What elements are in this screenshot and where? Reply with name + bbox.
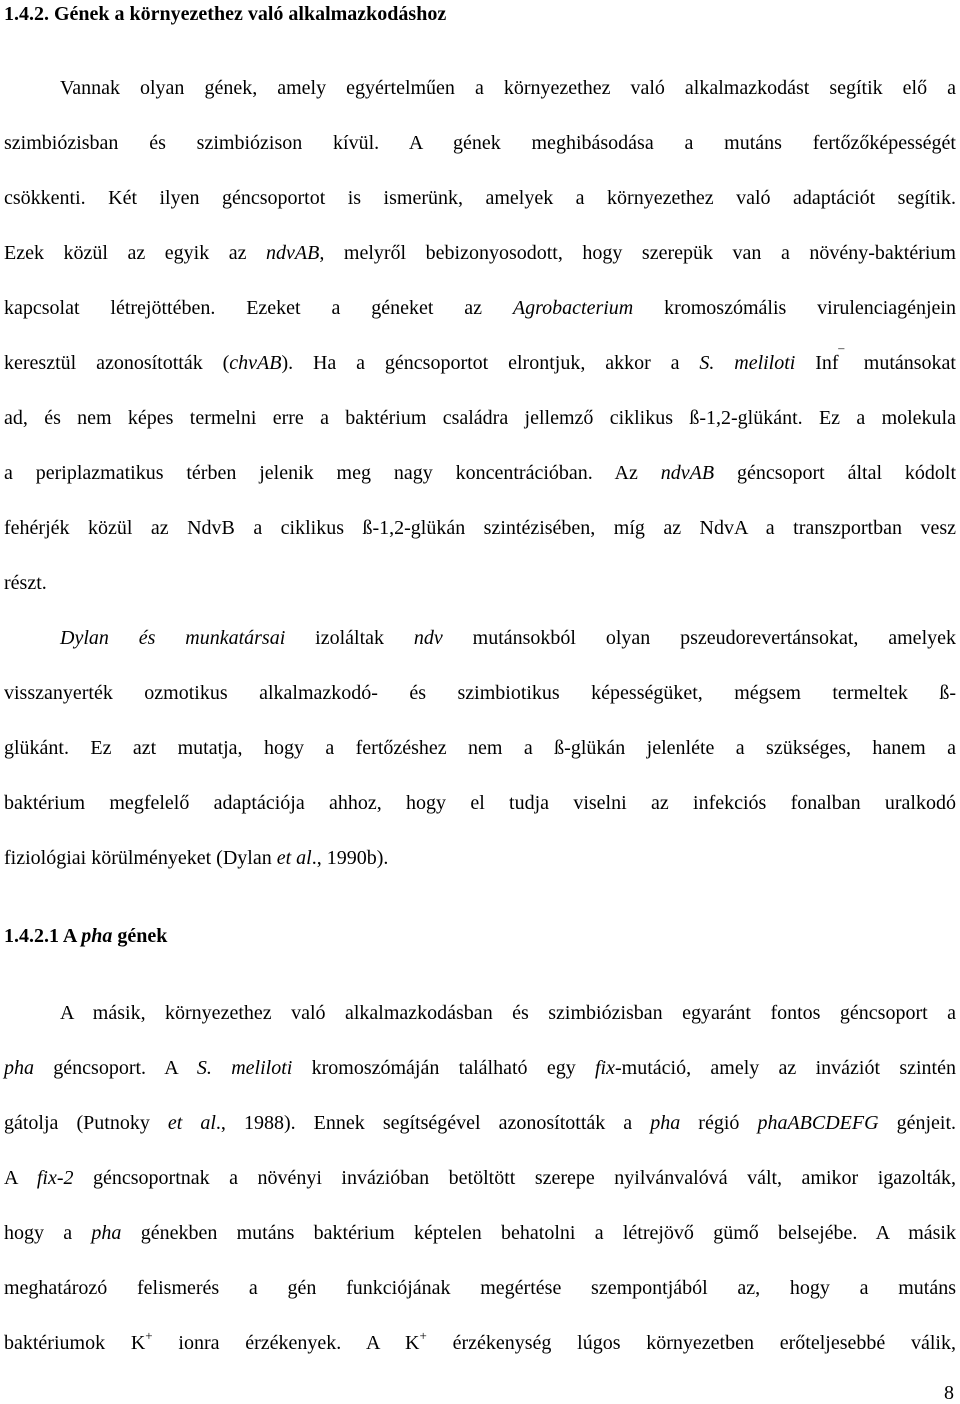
text-line: kapcsolat létrejöttében. Ezeket a géneket az Agrobacterium kromoszómális virulenciagénjein [4, 297, 956, 319]
text-line: részt. [4, 572, 47, 594]
text-line: fehérjék közül az NdvB a ciklikus ß-1,2-glükán szintézisében, míg az NdvA a transzportban vesz [4, 517, 956, 539]
text-line: A fix-2 géncsoportnak a növényi invázióban betöltött szerepe nyilvánvalóvá vált, amikor igazolták, [4, 1167, 956, 1189]
text-line: meghatározó felismerés a gén funkciójának megértése szempontjából az, hogy a mutáns [4, 1277, 956, 1299]
subsection-heading: 1.4.2.1 A pha gének [4, 925, 168, 947]
text-line: gátolja (Putnoky et al., 1988). Ennek segítségével azonosították a pha régió phaABCDEFG génjeit. [4, 1112, 957, 1134]
text-line: ad, és nem képes termelni erre a baktérium családra jellemző ciklikus ß-1,2-glükánt. Ez a molekula [4, 407, 956, 429]
text-line: A másik, környezethez való alkalmazkodásban és szimbiózisban egyaránt fontos géncsoport a [60, 1002, 956, 1024]
text-line: baktérium megfelelő adaptációja ahhoz, hogy el tudja viselni az infekciós fonalban uralkodó [4, 792, 956, 814]
text-line: csökkenti. Két ilyen géncsoportot is ismerünk, amelyek a környezethez való adaptációt segítik. [4, 187, 956, 209]
section-heading: 1.4.2. Gének a környezethez való alkalmazkodáshoz [4, 3, 447, 25]
text-line: a periplazmatikus térben jelenik meg nagy koncentrációban. Az ndvAB géncsoport által kódolt [4, 462, 956, 484]
text-line: fiziológiai körülményeket (Dylan et al., 1990b). [4, 847, 389, 869]
page-number: 8 [944, 1382, 954, 1404]
text-line: Vannak olyan gének, amely egyértelműen a környezethez való alkalmazkodást segítik elő a [60, 77, 956, 99]
text-line: hogy a pha génekben mutáns baktérium képtelen behatolni a létrejövő gümő belsejébe. A másik [4, 1222, 956, 1244]
text-line: Dylan és munkatársai izoláltak ndv mutánsokból olyan pszeudorevertánsokat, amelyek [60, 627, 956, 649]
text-line: szimbiózisban és szimbiózison kívül. A gének meghibásodása a mutáns fertőzőképességét [4, 132, 956, 154]
text-line: baktériumok K+ ionra érzékenyek. A K+ érzékenység lúgos környezetben erőteljesebbé válik, [4, 1328, 956, 1354]
text-line: Ezek közül az egyik az ndvAB, melyről bebizonyosodott, hogy szerepük van a növény-baktérium [4, 242, 956, 264]
text-line: visszanyerték ozmotikus alkalmazkodó- és szimbiotikus képességüket, mégsem termeltek ß- [4, 682, 956, 704]
text-line: keresztül azonosították (chvAB). Ha a géncsoportot elrontjuk, akkor a S. meliloti Inf‾ mutánsokat [4, 348, 956, 374]
text-line: pha géncsoport. A S. meliloti kromoszómáján található egy fix-mutáció, amely az inváziót szintén [4, 1057, 956, 1079]
text-line: glükánt. Ez azt mutatja, hogy a fertőzéshez nem a ß-glükán jelenléte a szükséges, hanem a [4, 737, 956, 759]
